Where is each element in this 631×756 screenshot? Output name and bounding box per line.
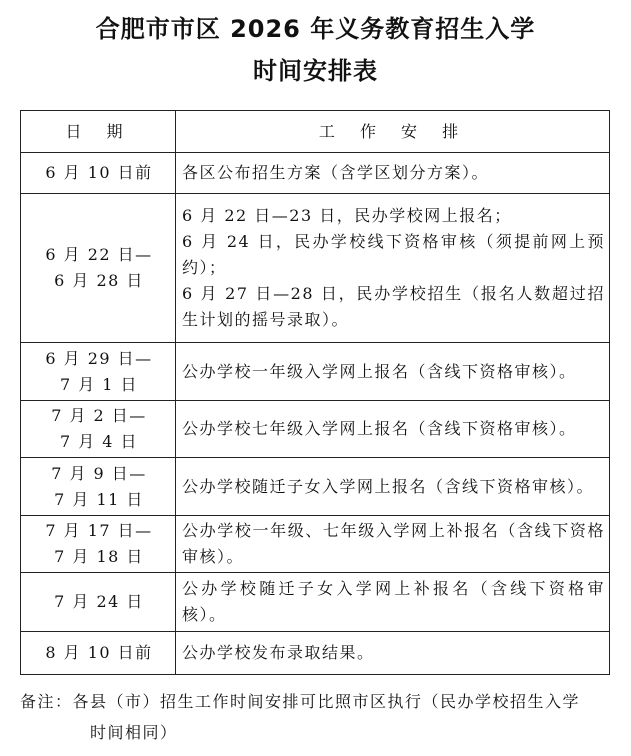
work-text: 各区公布招生方案（含学区划分方案）。 [182,163,490,182]
date-cell [21,516,176,573]
work-cell [176,516,610,573]
work-text: 公办学校随迁子女入学网上报名（含线下资格审核）。 [182,476,595,496]
work-cell [176,573,610,632]
work-text: 6 月 22 日—23 日，民办学校网上报名； [182,206,512,225]
work-cell [176,458,610,516]
date-text: 7 月 24 日 [54,592,144,611]
date-text: 7 月 17 日— [45,521,153,540]
work-cell [176,343,610,401]
date-text: 7 月 2 日— [51,406,147,425]
date-cell [21,632,176,675]
date-text: 7 月 9 日— [51,463,147,483]
date-text: 8 月 10 日前 [45,643,153,662]
work-text: 6 月 27 日—28 日，民办学校招生（报名人数超过招生计划的摇号录取）。 [182,284,605,329]
table-row [21,573,610,632]
work-text: 公办学校一年级入学网上报名（含线下资格审核）。 [182,361,577,381]
table-row [21,401,610,458]
date-cell [21,194,176,343]
document-title-line1: 合肥市市区 2026 年义务教育招生入学 [95,15,536,43]
table-row [21,194,610,343]
date-text: 6 月 10 日前 [45,163,153,182]
schedule-table [20,110,610,675]
header-work: 工 作 安 排 [176,111,610,153]
work-cell [176,401,610,458]
footnote-line1: 备注：各县（市）招生工作时间安排可比照市区执行（民办学校招生入学 [20,692,581,711]
work-cell [176,194,610,343]
date-text: 6 月 22 日— [45,245,153,264]
work-text: 公办学校发布录取结果。 [182,643,375,662]
table-header-row [21,111,610,153]
work-cell [176,632,610,675]
work-text: 公办学校七年级入学网上报名（含线下资格审核）。 [182,419,577,438]
date-cell [21,401,176,458]
work-cell [176,153,610,194]
date-text: 7 月 1 日 [59,374,139,394]
date-cell [21,343,176,401]
date-text: 7 月 18 日 [54,547,144,566]
table-row [21,343,610,401]
footnote-line2: 时间相同） [90,723,178,742]
date-text: 7 月 4 日 [59,432,139,451]
date-cell [21,153,176,194]
date-text: 6 月 28 日 [54,271,144,290]
header-date: 日 期 [21,111,176,153]
table-row [21,632,610,675]
date-text: 7 月 11 日 [54,489,144,509]
work-text: 6 月 24 日，民办学校线下资格审核（须提前网上预约）； [182,232,605,277]
date-text: 6 月 29 日— [45,348,153,368]
table-row [21,458,610,516]
table-row [21,516,610,573]
document-title-line2: 时间安排表 [253,57,378,85]
date-cell [21,573,176,632]
work-text: 公办学校一年级、七年级入学网上补报名（含线下资格审核）。 [182,521,605,566]
footnote [20,686,612,748]
work-text: 公办学校随迁子女入学网上补报名（含线下资格审核）。 [182,579,605,624]
date-cell [21,458,176,516]
table-row [21,153,610,194]
